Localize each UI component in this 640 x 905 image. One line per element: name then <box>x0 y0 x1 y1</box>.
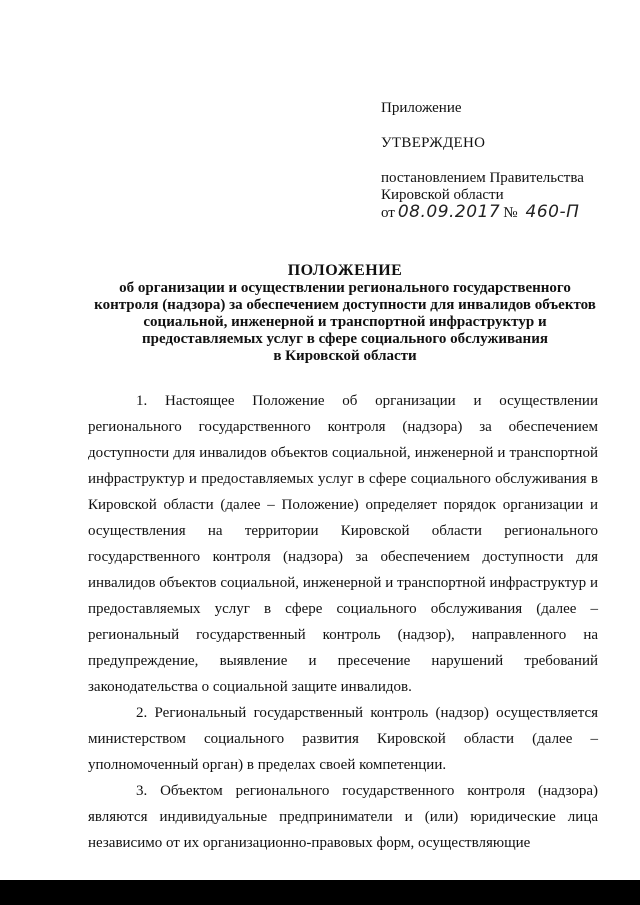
approved-label: УТВЕРЖДЕНО <box>381 135 486 151</box>
document-body <box>88 388 598 856</box>
resolution-line-2: Кировской области <box>381 187 504 203</box>
resolution-line-1: постановлением Правительства <box>381 170 584 186</box>
number-sign: № <box>503 205 518 221</box>
title-heading: ПОЛОЖЕНИЕ <box>287 262 403 279</box>
title-line: предоставляемых услуг в сфере социального обслуживания <box>142 331 548 347</box>
bottom-black-bar <box>0 880 640 905</box>
approval-block <box>381 100 621 222</box>
title-line: об организации и осуществлении регионального государственного <box>119 280 571 296</box>
from-label: от <box>381 205 395 221</box>
date-number-line <box>381 204 621 222</box>
appendix-label: Приложение <box>381 100 462 116</box>
title-line: в Кировской области <box>273 348 417 364</box>
title-line: социальной, инженерной и транспортной инфраструктур и <box>143 314 547 330</box>
handwritten-date: 08.09.2017 <box>397 202 501 222</box>
document-title <box>70 262 620 365</box>
paragraph-2: 2. Региональный государственный контроль (надзор) осуществляется министерством социального развития Кировской области (далее – уполномоченный орган) в пределах своей компетенции. <box>88 705 598 773</box>
paragraph-3: 3. Объектом регионального государственного контроля (надзора) являются индивидуальные предприниматели и (или) юридические лица независимо от их организационно-правовых форм, осуществляющие <box>88 783 598 851</box>
handwritten-number: 460-П <box>525 202 580 222</box>
title-line: контроля (надзора) за обеспечением доступности для инвалидов объектов <box>94 297 596 313</box>
paragraph-1: 1. Настоящее Положение об организации и осуществлении регионального государственного контроля (надзора) за обеспечением доступности для инвалидов объектов социальной, инженерной и транспортной инфраструктур и предоставляемых услуг в сфере социального обслуживания в Кировской области (далее – Положение) определяет порядок организации и осуществления на территории Кировской области регионального государственного контроля (надзора) за обеспечением доступности для инвалидов объектов социальной, инженерной и транспортной инфраструктур и предоставляемых услуг в сфере социального обслуживания (далее – региональный государственный контроль (надзор), направленного на предупреждение, выявление и пресечение нарушений требований законодательства о социальной защите инвалидов. <box>88 393 598 695</box>
